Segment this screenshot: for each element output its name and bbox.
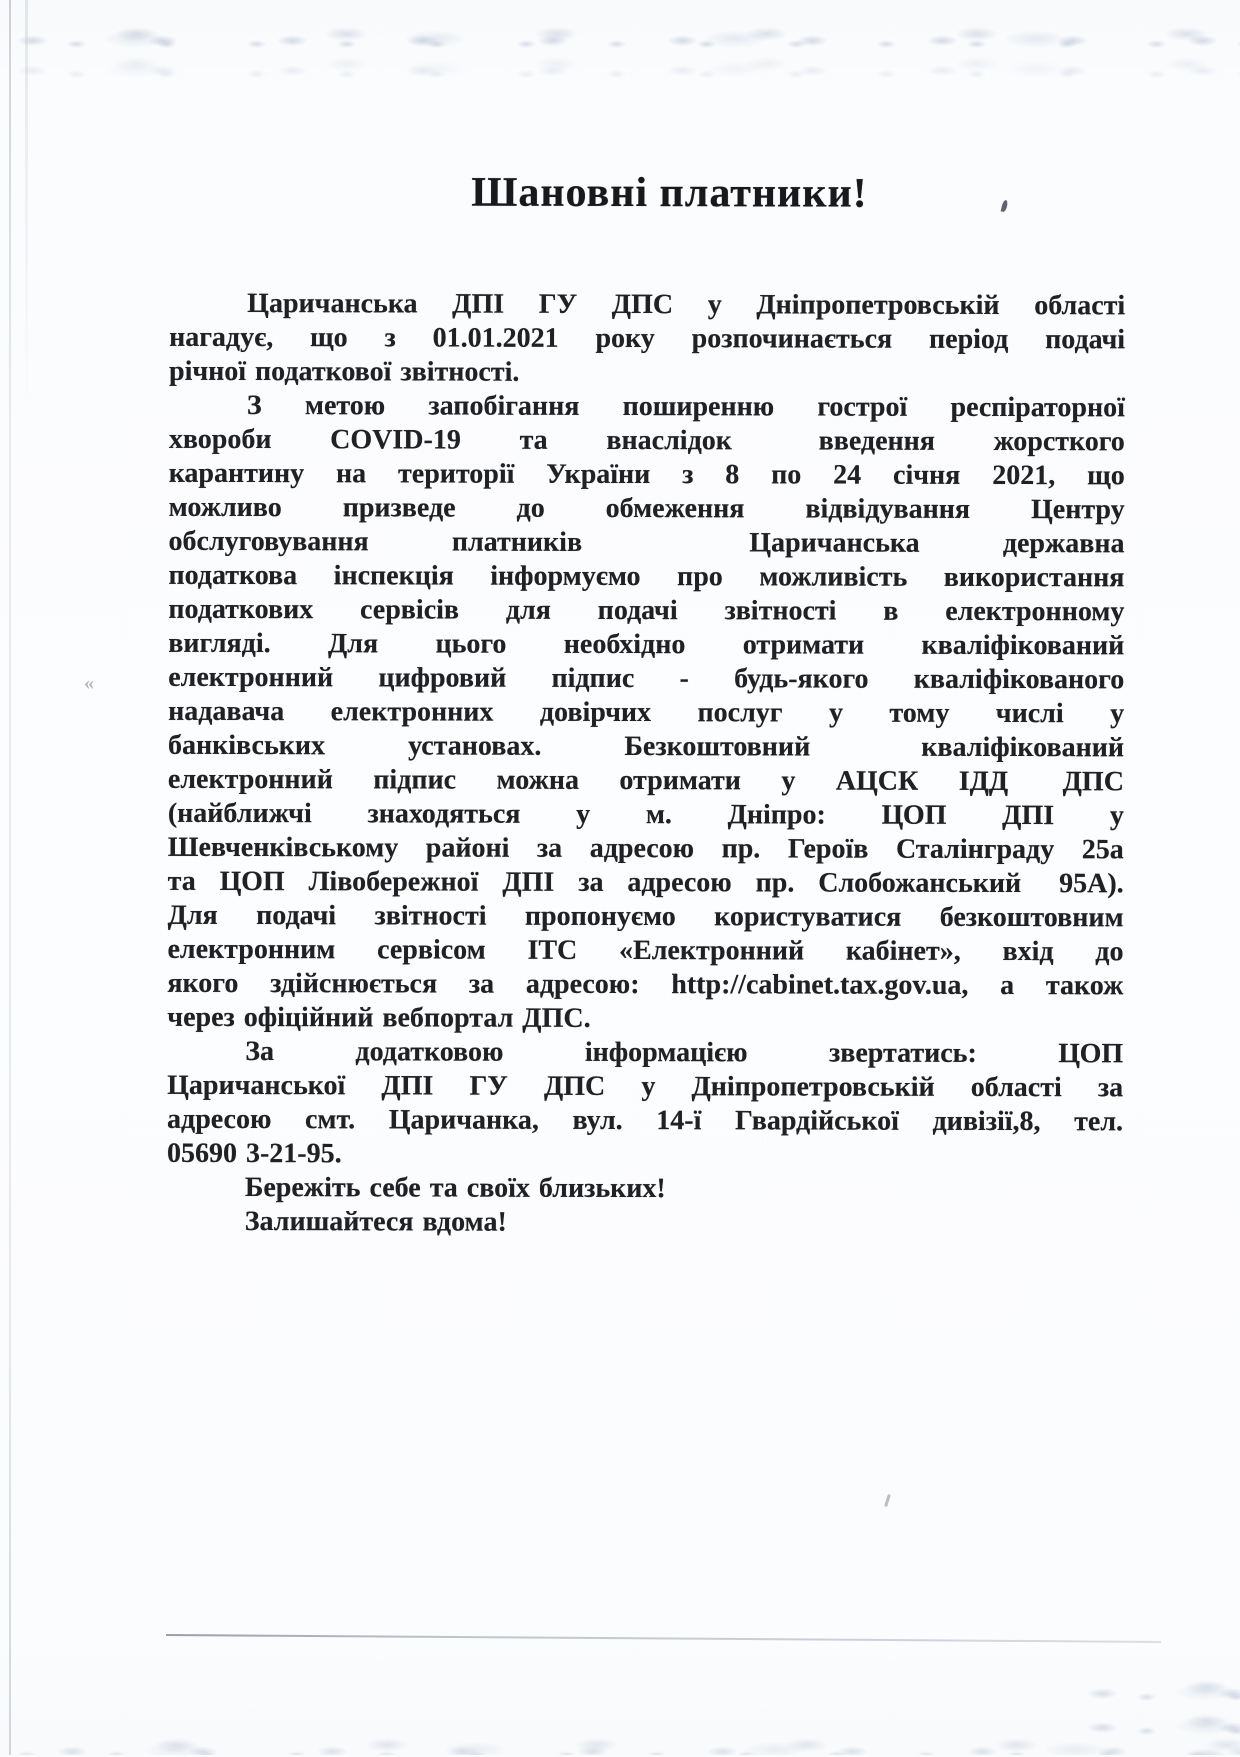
text-line: та ЦОП Лівобережної ДПІ за адресою пр. Слобожанський 95А). [167, 865, 1124, 900]
text-line: карантину на території України з 8 по 24 січня 2021, що [168, 457, 1125, 492]
text-line: (найближчі знаходяться у м. Дніпро: ЦОП ДПІ у [167, 797, 1124, 832]
text-line: обслуговування платників Царичанська державна [168, 525, 1125, 560]
text-line: податкових сервісів для подачі звітності в електронному [168, 593, 1125, 628]
text-line: Для подачі звітності пропонуємо користуватися безкоштовним [167, 899, 1124, 934]
text-line: можливо призведе до обмеження відвідування Центру [168, 491, 1125, 526]
text-line: Залишайтеся вдома! [244, 1206, 507, 1238]
text-line: За додатковою інформацією звертатись: ЦОП [245, 1036, 1124, 1070]
text-line: З метою запобігання поширенню гострої респіраторної [246, 390, 1125, 424]
text-line: хвороби COVID-19 та внаслідок введення жорсткого [168, 423, 1125, 458]
document-title: Шановні платники! [471, 169, 868, 217]
text-line: електронним сервісом ІТС «Електронний кабінет», вхід до [167, 933, 1124, 968]
text-line: через офіційний вебпортал ДПС. [167, 1001, 591, 1034]
text-line: електронний підпис можна отримати у АЦСК ІДД ДПС [167, 763, 1124, 798]
text-line: електронний цифровий підпис - будь-якого кваліфікованого [168, 661, 1125, 696]
text-line: нагадує, що з 01.01.2021 року розпочинається період подачі [169, 321, 1126, 356]
text-line: податкова інспекція інформуємо про можливість використання [168, 559, 1125, 594]
text-line: вигляді. Для цього необхідно отримати кваліфікований [168, 627, 1125, 662]
text-line: якого здійснюється за адресою: http://cabinet.tax.gov.ua, а також [167, 967, 1124, 1002]
document-body [167, 287, 1125, 1241]
text-line: Царичанської ДПІ ГУ ДПС у Дніпропетровській області за [167, 1069, 1124, 1104]
text-line: Царичанська ДПІ ГУ ДПС у Дніпропетровській області [247, 288, 1126, 322]
text-line: 05690 3-21-95. [166, 1137, 342, 1170]
text-line: адресою смт. Царичанка, вул. 14-ї Гвардійської дивізії,8, тел. [167, 1103, 1124, 1138]
margin-mark: « [84, 672, 94, 694]
text-line: надавача електронних довірчих послуг у тому числі у [168, 695, 1125, 730]
text-line: банківських установах. Безкоштовний кваліфікований [167, 729, 1125, 764]
text-line: Шевченківському районі за адресою пр. Героїв Сталінграду 25а [167, 831, 1124, 866]
text-line: річної податкової звітності. [168, 355, 520, 388]
text-line: Бережіть себе та своїх близьких! [244, 1172, 666, 1205]
